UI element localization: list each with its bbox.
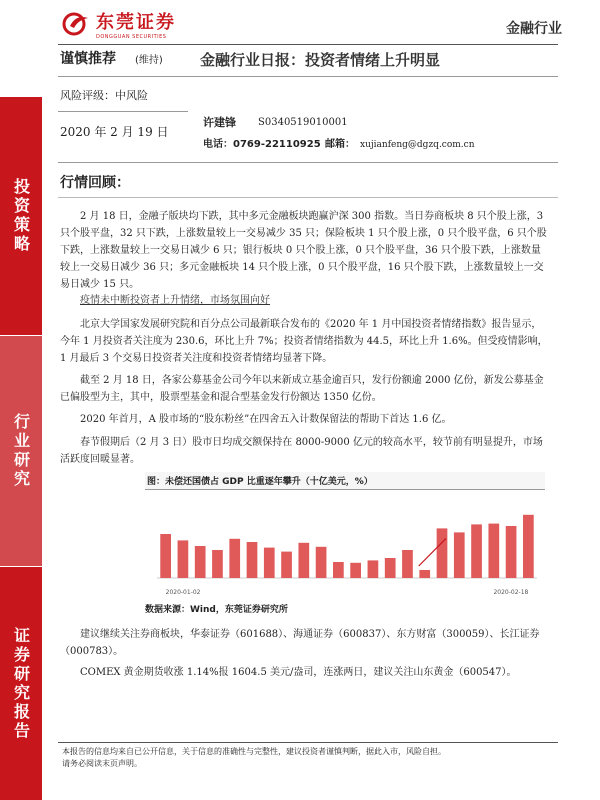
section-title: 行情回顾： [60,175,130,191]
brand-name: 东莞证券 [96,12,176,33]
chart-bar [281,552,292,578]
paragraph-recommend-brokers: 建议继续关注券商板块，华泰证券（601688）、海通证券（600837）、东方财富（300059）、长江证券（000783）。 [60,629,540,657]
analyst-name: 许建锋 [203,116,236,129]
disclaimer-note: 请务必阅读末页声明。 [62,759,142,768]
chart-bar [247,542,258,578]
report-date: 2020 年 2 月 19 日 [60,125,169,139]
chart-bar [385,558,396,578]
paragraph-market-review: 2 月 18 日，金融子版块均下跌，其中多元金融板块跑赢沪深 300 指数。当日券商板块 8 只个股上涨，3 只个股平盘，32 只下跌，上涨数量较上一交易减少 35 只；保险板块 1 只个股上涨，0 只个股平盘，6 只个股下跌，上涨数量较上一交易日减少 6 只；银行板块 0 只个股上涨，0 只个股平盘，36 只个股下跌，上涨数量较上一交易日减少 36 只；多元金融板块 14 只个股上涨，0 只个股平盘，16 只个股下跌，上涨数量较上一交易日减少 15 只。 [60,211,547,290]
paragraph-funds: 截至 2 月 18 日，各家公募基金公司今年以来新成立基金逾百只，发行份额逾 2000 亿份，新发公募基金已偏股型为主，其中，股票型基金和混合型基金发行份额达 1350 亿份。 [60,375,544,403]
x-tick-label: 2020-02-18 [493,589,529,596]
chart-bar [298,543,309,578]
sidebar-tag-report: 证券研究报告 [0,567,42,800]
analyst-email[interactable]: xujianfeng@dgzq.com.cn [360,140,475,150]
logo-mark-icon [62,12,90,36]
brand-name-en: DONGGUAN SECURITIES [96,34,167,40]
header-divider [58,44,558,45]
paragraph-fans: 2020 年首月，A 股市场的“股东粉丝”在四舍五入计数保留法的帮助下首达 1.6 亿。 [80,414,452,425]
chart-bar [178,540,189,578]
chart-bar [506,526,517,578]
chart-bar [488,524,499,578]
chart-bar [523,515,534,578]
chart-bar [454,532,465,578]
chart-bar [212,550,223,578]
risk-divider [58,111,188,112]
chart-bar [437,528,448,578]
analyst-cert: S0340519010001 [258,117,348,128]
rating-label: 谨慎推荐 [60,51,116,67]
chart-bar [333,562,344,578]
chart-bar [195,546,206,578]
rating-note: (维持) [135,55,163,66]
chart-title: 图：未偿还国债占 GDP 比重逐年攀升（十亿美元，%） [145,472,545,490]
disclaimer-line: 本报告的信息均来自已公开信息，关于信息的准确性与完整性，建议投资者谨慎判断，据此入市，风险自担。 [62,747,446,756]
paragraph-sentiment: 北京大学国家发展研究院和百分点公司最新联合发布的《2020 年 1 月中国投资者情绪指数》报告显示，今年 1 月投资者关注度为 230.6，环比上升 7%；投资者情绪指数为 44.5，环比上升 1.6%。但受疫情影响，1 月最后 3 个交易日投资者关注度和投资者情绪均显著下降。 [60,319,548,364]
chart-bar [402,550,413,578]
email-label: 邮箱： [325,139,355,150]
analyst-divider [58,162,558,163]
chart-container [145,472,545,617]
chart-bar [316,547,327,578]
chart-bar [419,570,430,578]
bar-chart [145,490,545,600]
analyst-phone: 电话：0769-22110925 [203,139,321,150]
title-divider [58,76,558,77]
chart-bar [229,539,240,578]
chart-bar [264,548,275,578]
sidebar-tag-strategy: 投资策略 [0,97,42,335]
chart-source: 数据来源：Wind，东莞证券研究所 [145,605,288,615]
footer-divider [58,742,558,743]
company-logo [62,8,176,40]
section-divider [58,197,558,198]
paragraph-turnover: 春节假期后（2 月 3 日）股市日均成交额保持在 8000-9000 亿元的较高水平，较节前有明显提升，市场活跃度回暖显著。 [60,437,543,465]
chart-bar [160,534,171,578]
x-tick-label: 2020-01-02 [165,589,201,596]
paragraph-gold: COMEX 黄金期货收涨 1.14%报 1604.5 美元/盎司，连涨两日，建议关注山东黄金（600547）。 [80,667,517,678]
chart-bar [368,560,379,578]
report-title: 金融行业日报：投资者情绪上升明显 [200,51,441,69]
chart-bar [350,563,361,578]
industry-label: 金融行业 [506,21,562,37]
disclaimer [62,746,562,770]
sidebar-tag-industry: 行业研究 [0,336,42,566]
chart-bar [471,524,482,578]
subheading: 疫情未中断投资者上升情绪，市场氛围向好 [80,295,270,306]
risk-level: 风险评级：中风险 [60,89,148,102]
